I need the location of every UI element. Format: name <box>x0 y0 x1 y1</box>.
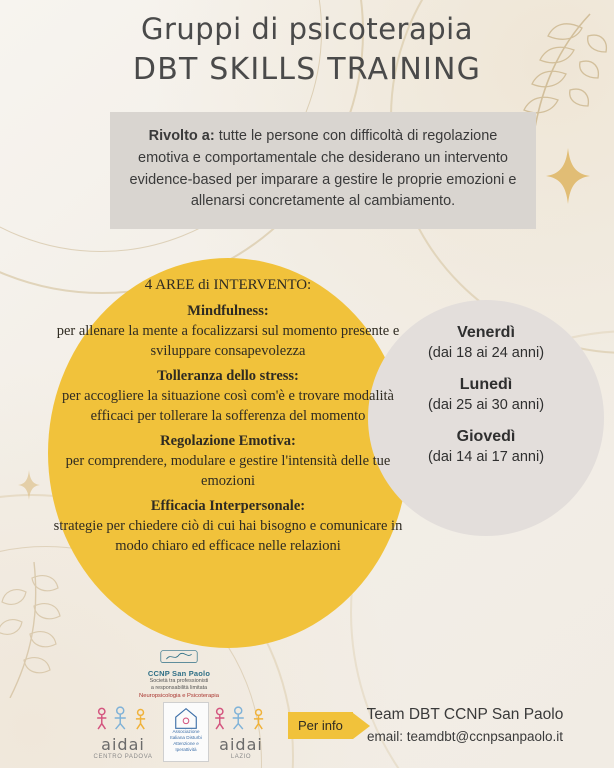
family-figures-icon <box>210 706 272 730</box>
schedule-list <box>376 322 596 478</box>
area-desc-tolleranza: per accogliere la situazione così com'è e trovare modalità efficaci per tollerare la sofferenza del momento <box>62 387 394 424</box>
area-desc-regolazione: per comprendere, modulare e gestire l'intensità delle tue emozioni <box>65 452 391 489</box>
area-name-tolleranza: Tolleranza dello stress: <box>157 367 299 384</box>
logo-ccnp <box>120 650 238 699</box>
area-name-efficacia: Efficacia Interpersonale: <box>150 497 306 514</box>
ccnp-title: CCNP San Paolo <box>147 669 211 678</box>
ccnp-mark-icon <box>120 650 238 664</box>
area-desc-efficacia: strategie per chiedere ciò di cui hai bisogno e comunicare in modo chiaro ed efficace nelle relazioni <box>53 517 403 554</box>
schedule-age-2: (dai 25 ai 30 anni) <box>427 396 545 413</box>
schedule-day-1: Venerdì <box>457 324 515 341</box>
ccnp-sub2: a responsabilità limitata <box>150 684 208 691</box>
schedule-age-1: (dai 18 ai 24 anni) <box>427 344 545 361</box>
logo-aidai-lazio <box>208 706 274 760</box>
association-text: Associazione Italiana Disturbi Attenzione e Iperattività <box>170 729 202 752</box>
per-info-label: Per info <box>288 712 353 739</box>
page-title <box>0 12 614 87</box>
sparkle-icon <box>546 148 590 204</box>
logo-aidai-padova <box>90 706 156 760</box>
ccnp-specialty: Neuropsicologia e Psicoterapia <box>139 692 219 699</box>
sparkle-icon <box>18 470 40 500</box>
intro-label: Rivolto a: <box>148 128 215 144</box>
area-desc-mindfulness: per allenare la mente a focalizzarsi sul momento presente e sviluppare consapevolezza <box>56 322 400 359</box>
ccnp-sub1: Società tra professionisti <box>149 678 209 684</box>
aidai-sub-right: LAZIO <box>230 754 252 760</box>
contact-block <box>330 706 600 744</box>
intro-box <box>110 112 536 229</box>
contact-email[interactable]: email: teamdbt@ccnpsanpaolo.it <box>366 729 564 744</box>
schedule-age-3: (dai 14 ai 17 anni) <box>427 448 545 465</box>
title-line-2: DBT SKILLS TRAINING <box>132 52 482 87</box>
schedule-day-2: Lunedì <box>459 376 513 394</box>
areas-content <box>52 275 404 557</box>
logo-association <box>163 702 209 762</box>
family-figures-icon <box>92 706 154 730</box>
schedule-day-3: Giovedì <box>456 428 516 446</box>
title-line-1: Gruppi di psicoterapia <box>141 12 473 46</box>
areas-heading: 4 AREE di INTERVENTO: <box>144 277 312 293</box>
aidai-wordmark-right: aidai <box>219 735 263 754</box>
association-mark-icon <box>165 705 207 733</box>
aidai-wordmark-left: aidai <box>101 735 145 754</box>
area-name-regolazione: Regolazione Emotiva: <box>160 432 296 449</box>
intro-text: tutte le persone con difficoltà di regolazione emotiva e comportamentale che desiderano un intervento evidence-based per imparare a gestire le proprie emozioni e allenarsi concretamente al cambiamento. <box>129 128 517 210</box>
aidai-sub-left: CENTRO PADOVA <box>93 754 153 760</box>
contact-team: Team DBT CCNP San Paolo <box>366 706 564 723</box>
area-name-mindfulness: Mindfulness: <box>187 302 269 319</box>
